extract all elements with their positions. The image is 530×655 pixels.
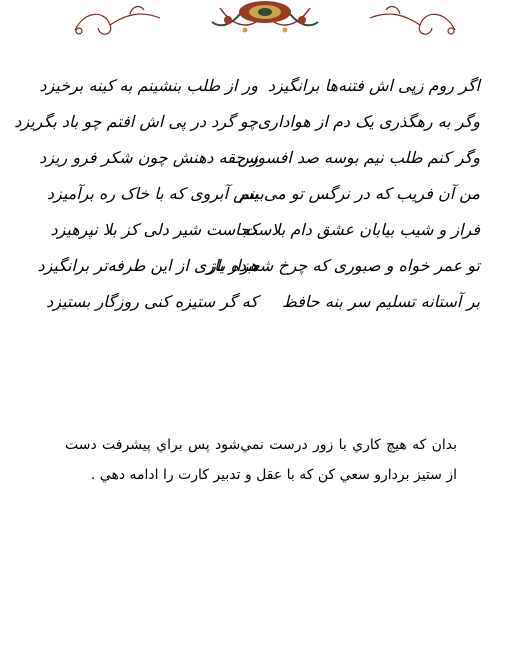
poem-right-column (208, 68, 480, 348)
verse-line: بر آستانه تسلیم سر بنه حافظ (282, 292, 480, 311)
verse-line: که گر ستیزه کنی روزگار بستیزد (46, 292, 258, 311)
verse-line: اگر روم زپی اش فتنه‌ها برانگیزد (267, 76, 480, 95)
verse-line: فراز و شیب بیابان عشق دام بلاست (242, 220, 480, 239)
verse-line: چو گرد در پی اش افتم چو باد بگریزد (14, 112, 258, 131)
verse-line: بس آبروی که با خاک ره برآمیزد (46, 184, 258, 203)
poem-left-column (14, 68, 258, 348)
verse-line: وگر کنم طلب نیم بوسه صد افسوس (237, 148, 480, 167)
right-scroll-icon (370, 7, 455, 35)
verse-line: وگر به رهگذری یک دم از هواداری (257, 112, 480, 131)
explanation-paragraph: بدان كه هيچ كاري با زور درست نمي‌شود پس براي پيشرفت دست از ستيز بردارو سعي كن كه با عقل و تدبير كارت را ادامه دهي . (65, 437, 457, 483)
verse-line: ور از طلب بنشینم به کینه برخیزد (39, 76, 258, 95)
verse-line: ز حقه دهنش چون شکر فرو ریزد (39, 148, 258, 167)
poem-verses (14, 68, 480, 348)
center-flower-icon (212, 1, 318, 33)
left-scroll-icon (75, 7, 160, 35)
verse-line: من آن فریب که در نرگس تو می‌بینم (239, 184, 480, 203)
verse-line: تو عمر خواه و صبوری که چرخ شعبده باز (208, 256, 480, 275)
verse-line: هزار بازی از این طرفه‌تر برانگیزد (37, 256, 258, 275)
verse-line: کجاست شیر دلی کز بلا نپرهیزد (50, 220, 258, 239)
floral-ornament-header (70, 0, 460, 42)
